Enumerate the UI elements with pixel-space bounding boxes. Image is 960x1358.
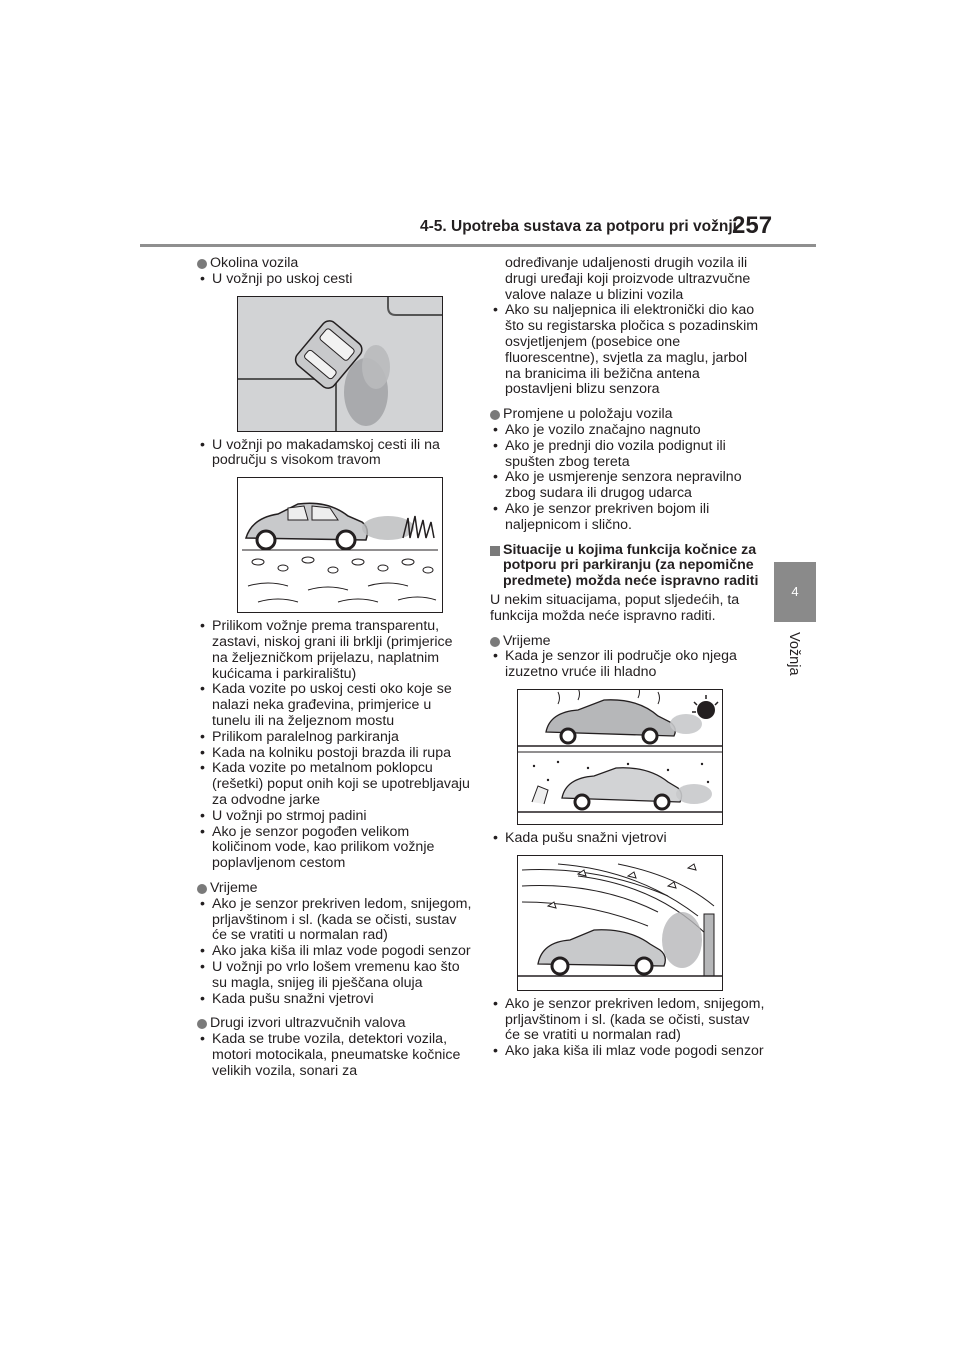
- list-surroundings: [197, 619, 472, 872]
- right-column: [490, 256, 765, 1060]
- list-item: • Ako jaka kiša ili mlaz vode pogodi senzor: [197, 944, 472, 960]
- list-item: • U vožnji po strmoj padini: [197, 809, 472, 825]
- subheading-vehicle-position: Promjene u položaju vozila: [490, 407, 765, 423]
- list-item: • Ako su naljepnica ili elektronički dio kao što su registarska pločica s pozadinskim osvjetljenjem (posebice one fluorescentne), svjetla za maglu, jarbol na branicima ili bežična antena postavljeni blizu senzora: [490, 303, 765, 398]
- chapter-tab: 4: [774, 562, 816, 622]
- list-item: • Ako je vozilo značajno nagnuto: [490, 423, 765, 439]
- list-item: • Ako je senzor prekriven bojom ili naljepnicom i slično.: [490, 502, 765, 534]
- subheading-surroundings: Okolina vozila: [197, 256, 472, 272]
- list-weather-2: [490, 997, 765, 1060]
- list-item: • Kada se trube vozila, detektori vozila, motori motocikala, pneumatske kočnice velikih vozila, sonari za: [197, 1032, 472, 1079]
- list-item: • Ako je usmjerenje senzora nepravilno zbog sudara ili drugog udarca: [490, 470, 765, 502]
- list-item: • Ako je senzor prekriven ledom, snijegom, prljavštinom i sl. (kada se očisti, sustav će se vratiti u normalan rad): [490, 997, 765, 1044]
- chapter-label: Vožnja: [786, 632, 802, 676]
- list-weather: [197, 897, 472, 1008]
- list-item: • Kada je senzor ili područje oko njega izuzetno vruće ili hladno: [490, 649, 765, 681]
- subheading-weather: Vrijeme: [197, 881, 472, 897]
- list-item: • Ako je prednji dio vozila podignut ili spušten zbog tereta: [490, 439, 765, 471]
- list-item: • Kada pušu snažni vjetrovi: [197, 992, 472, 1008]
- figure-hot-cold: [517, 689, 723, 825]
- bullet-circle-icon: [197, 1019, 207, 1029]
- subheading-ultrasonic-sources: Drugi izvori ultrazvučnih valova: [197, 1016, 472, 1032]
- bullet-circle-icon: [197, 884, 207, 894]
- bullet-circle-icon: [490, 410, 500, 420]
- list-vehicle-position: [490, 423, 765, 534]
- list-item: • U vožnji po makadamskoj cesti ili na području s visokom travom: [197, 438, 472, 470]
- figure-strong-wind: [517, 855, 723, 991]
- page-number: 257: [732, 212, 773, 239]
- section-heading: Situacije u kojima funkcija kočnice za potporu pri parkiranju (za nepomične predmete) možda neće ispravno raditi: [490, 543, 765, 590]
- bullet-circle-icon: [490, 637, 500, 647]
- bullet-square-icon: [490, 546, 500, 556]
- figure-narrow-road: [237, 296, 443, 432]
- subheading-weather-2: Vrijeme: [490, 634, 765, 650]
- list-item: • Prilikom vožnje prema transparentu, zastavi, niskoj grani ili brklji (primjerice na željezničkom prijelazu, naplatnim kućicama i parkiralištu): [197, 619, 472, 682]
- list-item: • Kada vozite po uskoj cesti oko koje se nalazi neka građevina, primjerice u tunelu ili na željeznom mostu: [197, 682, 472, 729]
- list-item: • U vožnji po vrlo lošem vremenu kao što su magla, snijeg ili pješčana oluja: [197, 960, 472, 992]
- section-header-title: 4-5. Upotreba sustava za potporu pri vožnji: [420, 218, 737, 235]
- list-item: • Kada na kolniku postoji brazda ili rupa: [197, 746, 472, 762]
- figure-gravel-road: [237, 477, 443, 613]
- list-item: • Ako jaka kiša ili mlaz vode pogodi senzor: [490, 1044, 765, 1060]
- list-item: • Kada pušu snažni vjetrovi: [490, 831, 765, 847]
- bullet-circle-icon: [197, 259, 207, 269]
- list-item: • Ako je senzor prekriven ledom, snijegom, prljavštinom i sl. (kada se očisti, sustav će se vratiti u normalan rad): [197, 897, 472, 944]
- list-item: • Kada vozite po metalnom poklopcu (rešetki) poput onih koji se upotrebljavaju za odvodne jarke: [197, 761, 472, 808]
- list-item: • Prilikom paralelnog parkiranja: [197, 730, 472, 746]
- list-item-continued: određivanje udaljenosti drugih vozila ili drugi uređaji koji proizvode ultrazvučne valove nalaze u blizini vozila: [505, 255, 751, 303]
- section-intro: U nekim situacijama, poput sljedećih, ta funkcija možda neće ispravno raditi.: [490, 591, 740, 624]
- list-item: • Ako je senzor pogođen velikom količinom vode, kao prilikom vožnje poplavljenom cestom: [197, 825, 472, 872]
- header-rule: [140, 244, 816, 247]
- list-item: • U vožnji po uskoj cesti: [197, 272, 472, 288]
- left-column: [197, 256, 472, 1080]
